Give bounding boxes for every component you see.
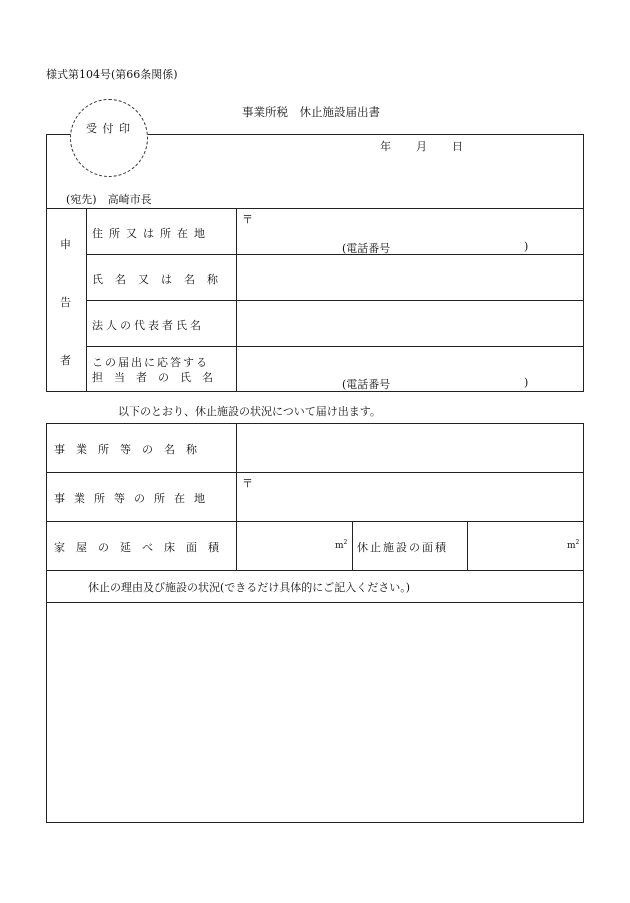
facility-name-input[interactable] xyxy=(240,427,580,468)
contact-person-label-line2: 担当者の氏名 xyxy=(92,371,224,384)
facility-address-label: 事業所等の所在地 xyxy=(54,492,214,505)
contact-person-input[interactable] xyxy=(240,350,580,374)
floor-area-input[interactable] xyxy=(240,525,340,566)
contact-phone-label: (電話番号 xyxy=(342,378,391,391)
address-postal-mark: 〒 xyxy=(242,213,253,226)
document-title: 事業所税 休止施設届出書 xyxy=(242,105,380,119)
facility-postal-mark: 〒 xyxy=(242,477,253,490)
address-label: 住所又は所在地 xyxy=(92,227,211,240)
contact-person-label-line1: この届出に応答する xyxy=(92,356,209,369)
applicant-side-label-2: 告 xyxy=(60,296,71,309)
date-year[interactable]: 年 xyxy=(380,140,391,153)
reason-label: 休止の理由及び施設の状況(できるだけ具体的にご記入ください。) xyxy=(88,581,411,594)
address-phone-label: (電話番号 xyxy=(342,242,391,255)
floor-area-unit: $m^2$ xyxy=(335,539,348,551)
floor-area-label: 家屋の延べ床面積 xyxy=(54,541,230,554)
facility-name-label: 事業所等の名称 xyxy=(54,443,208,456)
representative-label: 法人の代表者氏名 xyxy=(92,319,204,332)
applicant-side-label-3: 者 xyxy=(60,354,71,367)
closed-area-label: 休止施設の面積 xyxy=(357,541,448,554)
reason-textarea[interactable] xyxy=(50,606,580,818)
name-input[interactable] xyxy=(240,258,580,296)
reception-stamp-area xyxy=(70,99,148,177)
closed-area-unit: $m^2$ xyxy=(567,539,580,551)
address-phone-close: ) xyxy=(524,240,529,253)
date-month[interactable]: 月 xyxy=(416,140,427,153)
closed-area-input[interactable] xyxy=(471,525,571,566)
name-label: 氏名又は名称 xyxy=(92,273,230,286)
applicant-side-label-1: 申 xyxy=(60,238,71,251)
contact-phone-close: ) xyxy=(524,376,529,389)
addressee: (宛先) 高崎市長 xyxy=(66,193,152,206)
stamp-label: 受 付 印 xyxy=(86,122,131,135)
statement: 以下のとおり、休止施設の状況について届け出ます。 xyxy=(118,405,381,418)
address-input[interactable] xyxy=(240,224,580,238)
date-day[interactable]: 日 xyxy=(452,140,463,153)
facility-address-input[interactable] xyxy=(240,490,580,516)
form-number: 様式第104号(第66条関係) xyxy=(46,68,178,81)
representative-input[interactable] xyxy=(240,304,580,342)
